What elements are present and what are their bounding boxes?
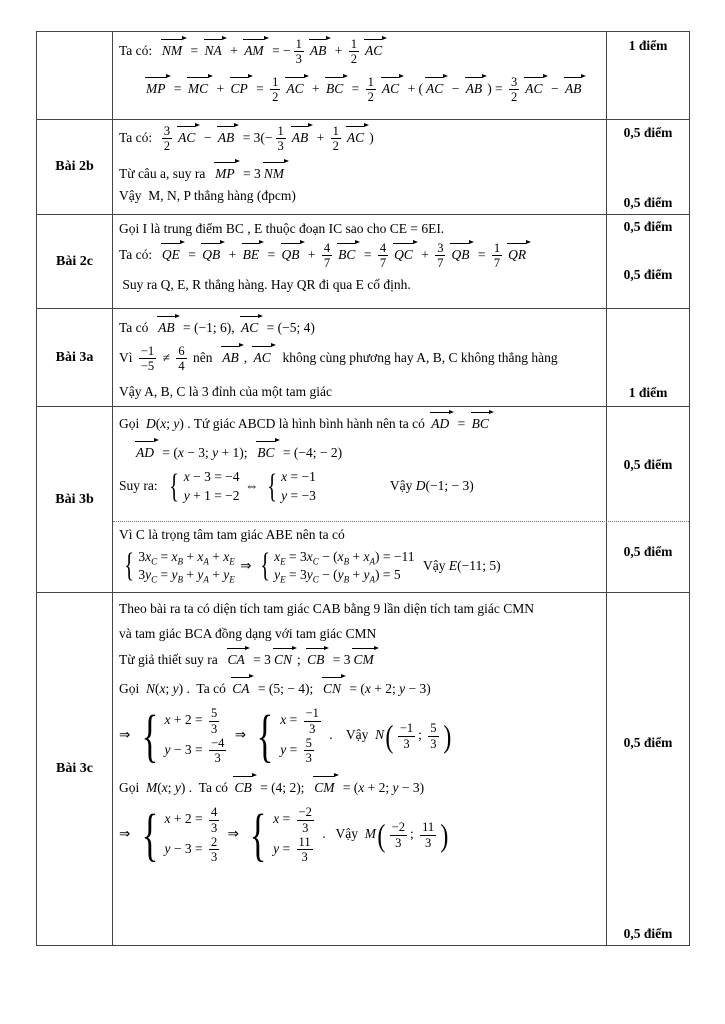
answer-table bbox=[36, 31, 690, 946]
row-bai-3c bbox=[37, 593, 689, 945]
problem-label: Bài 2b bbox=[37, 120, 113, 214]
solution-line: Gọi I là trung điểm BC , E thuộc đoạn IC sao cho CE = 6EI. bbox=[119, 221, 445, 236]
solution-cell bbox=[113, 593, 607, 945]
score-cell bbox=[607, 593, 689, 945]
solution-line: Ta có: $\frac{3}{2}$ AC − AB = 3(− $\frac{1}{3}$ AB + $\frac{1}{2}$ AC ) bbox=[119, 124, 374, 154]
solution-cell bbox=[113, 407, 607, 521]
score-value: 0,5 điểm bbox=[623, 125, 673, 140]
score-cell bbox=[607, 309, 689, 406]
score-value: 0,5 điểm bbox=[623, 457, 673, 472]
problem-label bbox=[37, 32, 113, 119]
score-cell bbox=[607, 32, 689, 119]
solution-line: Ta có AB = (−1; 6), AC = (−5; 4) bbox=[119, 316, 602, 338]
score-value: 0,5 điểm bbox=[623, 219, 673, 234]
solution-line: Vì $\frac{-1}{-5}$ ≠ $\frac{6}{4}$ nên AB , AC không cùng phương hay A, B, C không thẳng hàng bbox=[119, 343, 558, 373]
score-cell bbox=[607, 215, 689, 308]
row-bai-2c bbox=[37, 215, 689, 309]
solution-line: Gọi M(x; y) . Ta có CB = (4; 2); CM = (x + 2; y − 3) bbox=[119, 776, 602, 798]
solution-line: ⇒ { x + 2 = $\frac{5}{3}$ y − 3 = $\frac{-4}{3}$ ⇒ { x = $\frac{-1}{3}$ y = $\frac{5}{3}$ . Vậy N( $\frac{-1}{3}$ ; $\frac{5}{3}$ ) bbox=[119, 703, 451, 768]
solution-line: Ta có: NM = NA + AM = − $\frac{1}{3}$ AB + $\frac{1}{2}$ AC bbox=[119, 37, 602, 67]
solution-line: Từ giả thiết suy ra CA = 3 CN ; CB = 3 CM bbox=[119, 648, 602, 670]
score-cell bbox=[607, 407, 689, 521]
score-value: 0,5 điểm bbox=[623, 735, 673, 750]
row-bai-2a-cont bbox=[37, 32, 689, 120]
problem-label: Bài 2c bbox=[37, 215, 113, 308]
solution-cell bbox=[113, 32, 607, 119]
subrow-3b-1 bbox=[113, 407, 689, 522]
solution-line: Vậy M, N, P thẳng hàng (đpcm) bbox=[119, 188, 296, 204]
solution-line: Gọi D(x; y) . Tứ giác ABCD là hình bình hành nên ta có AD = BC bbox=[119, 412, 602, 434]
solution-line: Gọi N(x; y) . Ta có CA = (5; − 4); CN = (x + 2; y − 3) bbox=[119, 677, 602, 699]
row-bai-3a bbox=[37, 309, 689, 407]
solution-line: Từ câu a, suy ra MP = 3 NM bbox=[119, 162, 602, 184]
score-value: 1 điểm bbox=[628, 38, 668, 53]
solution-line: Ta có: QE = QB + BE = QB + $\frac{4}{7}$ BC = $\frac{4}{7}$ QC + $\frac{3}{7}$ QB = $\frac{1}{7}$ QR bbox=[119, 241, 602, 271]
solution-line: Suy ra: { x − 3 = −4 y + 1 = −2 ⇔ { x = −1 y = −3 Vậy D(−1; − 3) bbox=[119, 468, 474, 506]
score-value: 0,5 điểm bbox=[623, 926, 673, 941]
solution-cell bbox=[113, 522, 607, 592]
row-bai-3b bbox=[37, 407, 689, 593]
score-cell bbox=[607, 522, 689, 592]
score-value: 0,5 điểm bbox=[623, 544, 673, 559]
score-value: 0,5 điểm bbox=[623, 195, 673, 210]
score-value: 1 điểm bbox=[628, 385, 668, 400]
solution-cell bbox=[113, 120, 607, 214]
solution-line: Theo bài ra ta có diện tích tam giác CAB bằng 9 lần diện tích tam giác CMN bbox=[119, 601, 535, 616]
score-cell bbox=[607, 120, 689, 214]
subrow-wrap bbox=[113, 407, 689, 592]
solution-line: MP = MC + CP = $\frac{1}{2}$ AC + BC = $\frac{1}{2}$ AC + ( AC − AB ) = $\frac{3}{2}$ AC − AB bbox=[143, 75, 602, 105]
solution-line: Suy ra Q, E, R thẳng hàng. Hay QR đi qua E cố định. bbox=[119, 277, 411, 293]
solution-line: AD = (x − 3; y + 1); BC = (−4; − 2) bbox=[133, 441, 602, 463]
problem-label: Bài 3a bbox=[37, 309, 113, 406]
solution-cell bbox=[113, 309, 607, 406]
solution-cell bbox=[113, 215, 607, 308]
solution-line: Vì C là trọng tâm tam giác ABE nên ta có bbox=[119, 527, 345, 542]
solution-line: Vậy A, B, C là 3 đỉnh của một tam giác bbox=[119, 384, 332, 400]
subrow-3b-2 bbox=[113, 522, 689, 592]
score-value: 0,5 điểm bbox=[623, 267, 673, 282]
row-bai-2b bbox=[37, 120, 689, 215]
problem-label: Bài 3b bbox=[37, 407, 113, 592]
solution-line: ⇒ { x + 2 = $\frac{4}{3}$ y − 3 = $\frac{2}{3}$ ⇒ { x = $\frac{-2}{3}$ y = $\frac{11}{3}$ . Vậy M( $\frac{-2}{3}$ ; $\frac{11}{3}$ ) bbox=[119, 802, 449, 868]
solution-line: và tam giác BCA đồng dạng với tam giác CMN bbox=[119, 625, 377, 641]
problem-label: Bài 3c bbox=[37, 593, 113, 945]
solution-line: { $3x_C = x_B + x_A + x_E$ $3y_C = y_B + y_A + y_E$ ⇒ { $x_E = 3x_C - (x_B + x_A) = -11$ $y_E = 3y_C - (y_B + y_A) = 5$ Vậy E(−11; 5) bbox=[124, 547, 501, 586]
